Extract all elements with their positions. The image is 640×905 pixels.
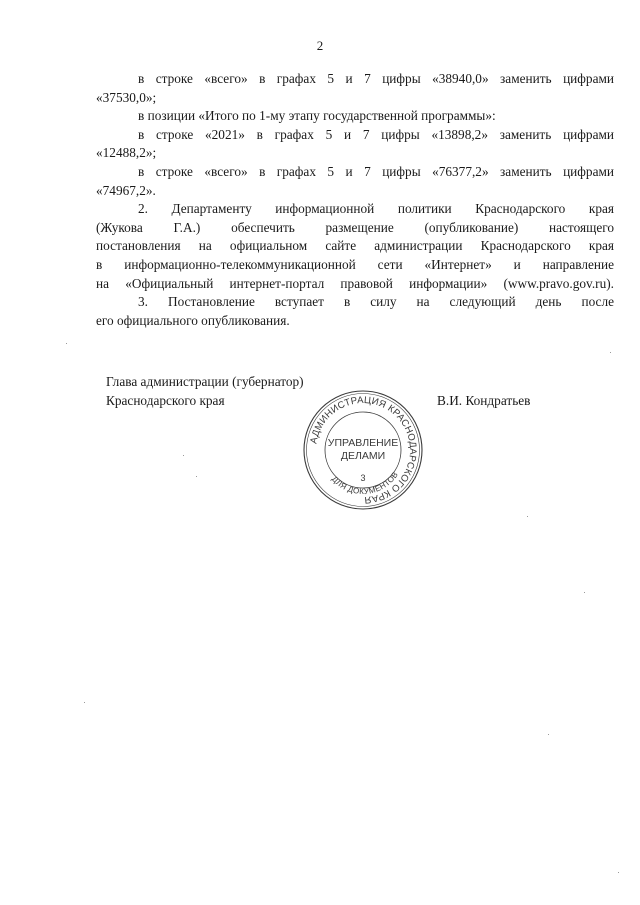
scan-speck bbox=[610, 352, 611, 353]
scan-speck bbox=[527, 516, 528, 517]
stamp-center-line1: УПРАВЛЕНИЕ bbox=[327, 437, 399, 449]
text-line: на «Официальный интернет-портал правовой информации» (www.pravo.gov.ru). bbox=[96, 275, 614, 291]
signer-position: Глава администрации (губернатор) bbox=[106, 374, 304, 389]
paragraph bbox=[96, 70, 614, 89]
text-line: в позиции «Итого по 1-му этапу государственной программы»: bbox=[138, 108, 496, 124]
text-line: в информационно-телекоммуникационной сети «Интернет» и направление bbox=[96, 256, 614, 272]
document-body bbox=[96, 70, 614, 330]
paragraph bbox=[96, 256, 614, 275]
text-line: в строке «2021» в графах 5 и 7 цифры «13898,2» заменить цифрами bbox=[138, 126, 614, 142]
paragraph bbox=[96, 219, 614, 238]
text-line: «37530,0»; bbox=[96, 89, 157, 105]
scan-speck bbox=[196, 476, 197, 477]
paragraph bbox=[96, 293, 614, 312]
scan-speck bbox=[183, 455, 184, 456]
paragraph bbox=[96, 275, 614, 294]
paragraph bbox=[96, 144, 614, 163]
text-line: 2. Департаменту информационной политики Краснодарского края bbox=[138, 201, 614, 217]
paragraph bbox=[96, 163, 614, 182]
text-line: в строке «всего» в графах 5 и 7 цифры «38940,0» заменить цифрами bbox=[138, 71, 614, 86]
stamp-number: 3 bbox=[360, 473, 366, 483]
paragraph bbox=[96, 312, 614, 331]
scan-speck bbox=[548, 734, 549, 735]
stamp-center-line2: ДЕЛАМИ bbox=[340, 450, 386, 462]
signer-name: В.И. Кондратьев bbox=[437, 393, 531, 408]
paragraph bbox=[96, 107, 614, 126]
text-line: его официального опубликования. bbox=[96, 312, 290, 328]
paragraph bbox=[96, 89, 614, 108]
paragraph bbox=[96, 182, 614, 201]
stamp-outer-text: АДМИНИСТРАЦИЯ КРАСНОДАРСКОГО КРАЯ bbox=[308, 394, 419, 506]
stamp-bottom-text: ДЛЯ ДОКУМЕНТОВ bbox=[329, 470, 400, 497]
scan-speck bbox=[584, 592, 585, 593]
paragraph bbox=[96, 237, 614, 256]
text-line: постановления на официальном сайте администрации Краснодарского края bbox=[96, 238, 614, 254]
scan-speck bbox=[84, 702, 85, 703]
text-line: в строке «всего» в графах 5 и 7 цифры «76377,2» заменить цифрами bbox=[138, 163, 614, 179]
text-line: 3. Постановление вступает в силу на следующий день после bbox=[138, 294, 614, 310]
text-line: (Жукова Г.А.) обеспечить размещение (опубликование) настоящего bbox=[96, 219, 614, 235]
scan-speck bbox=[618, 872, 619, 873]
text-line: «12488,2»; bbox=[96, 145, 157, 161]
official-stamp bbox=[300, 387, 426, 513]
paragraph bbox=[96, 126, 614, 145]
scan-speck bbox=[66, 343, 67, 344]
paragraph bbox=[96, 200, 614, 219]
text-line: «74967,2». bbox=[96, 182, 156, 198]
signer-region: Краснодарского края bbox=[106, 392, 225, 408]
signature-block bbox=[106, 373, 304, 410]
page-number: 2 bbox=[316, 38, 324, 53]
